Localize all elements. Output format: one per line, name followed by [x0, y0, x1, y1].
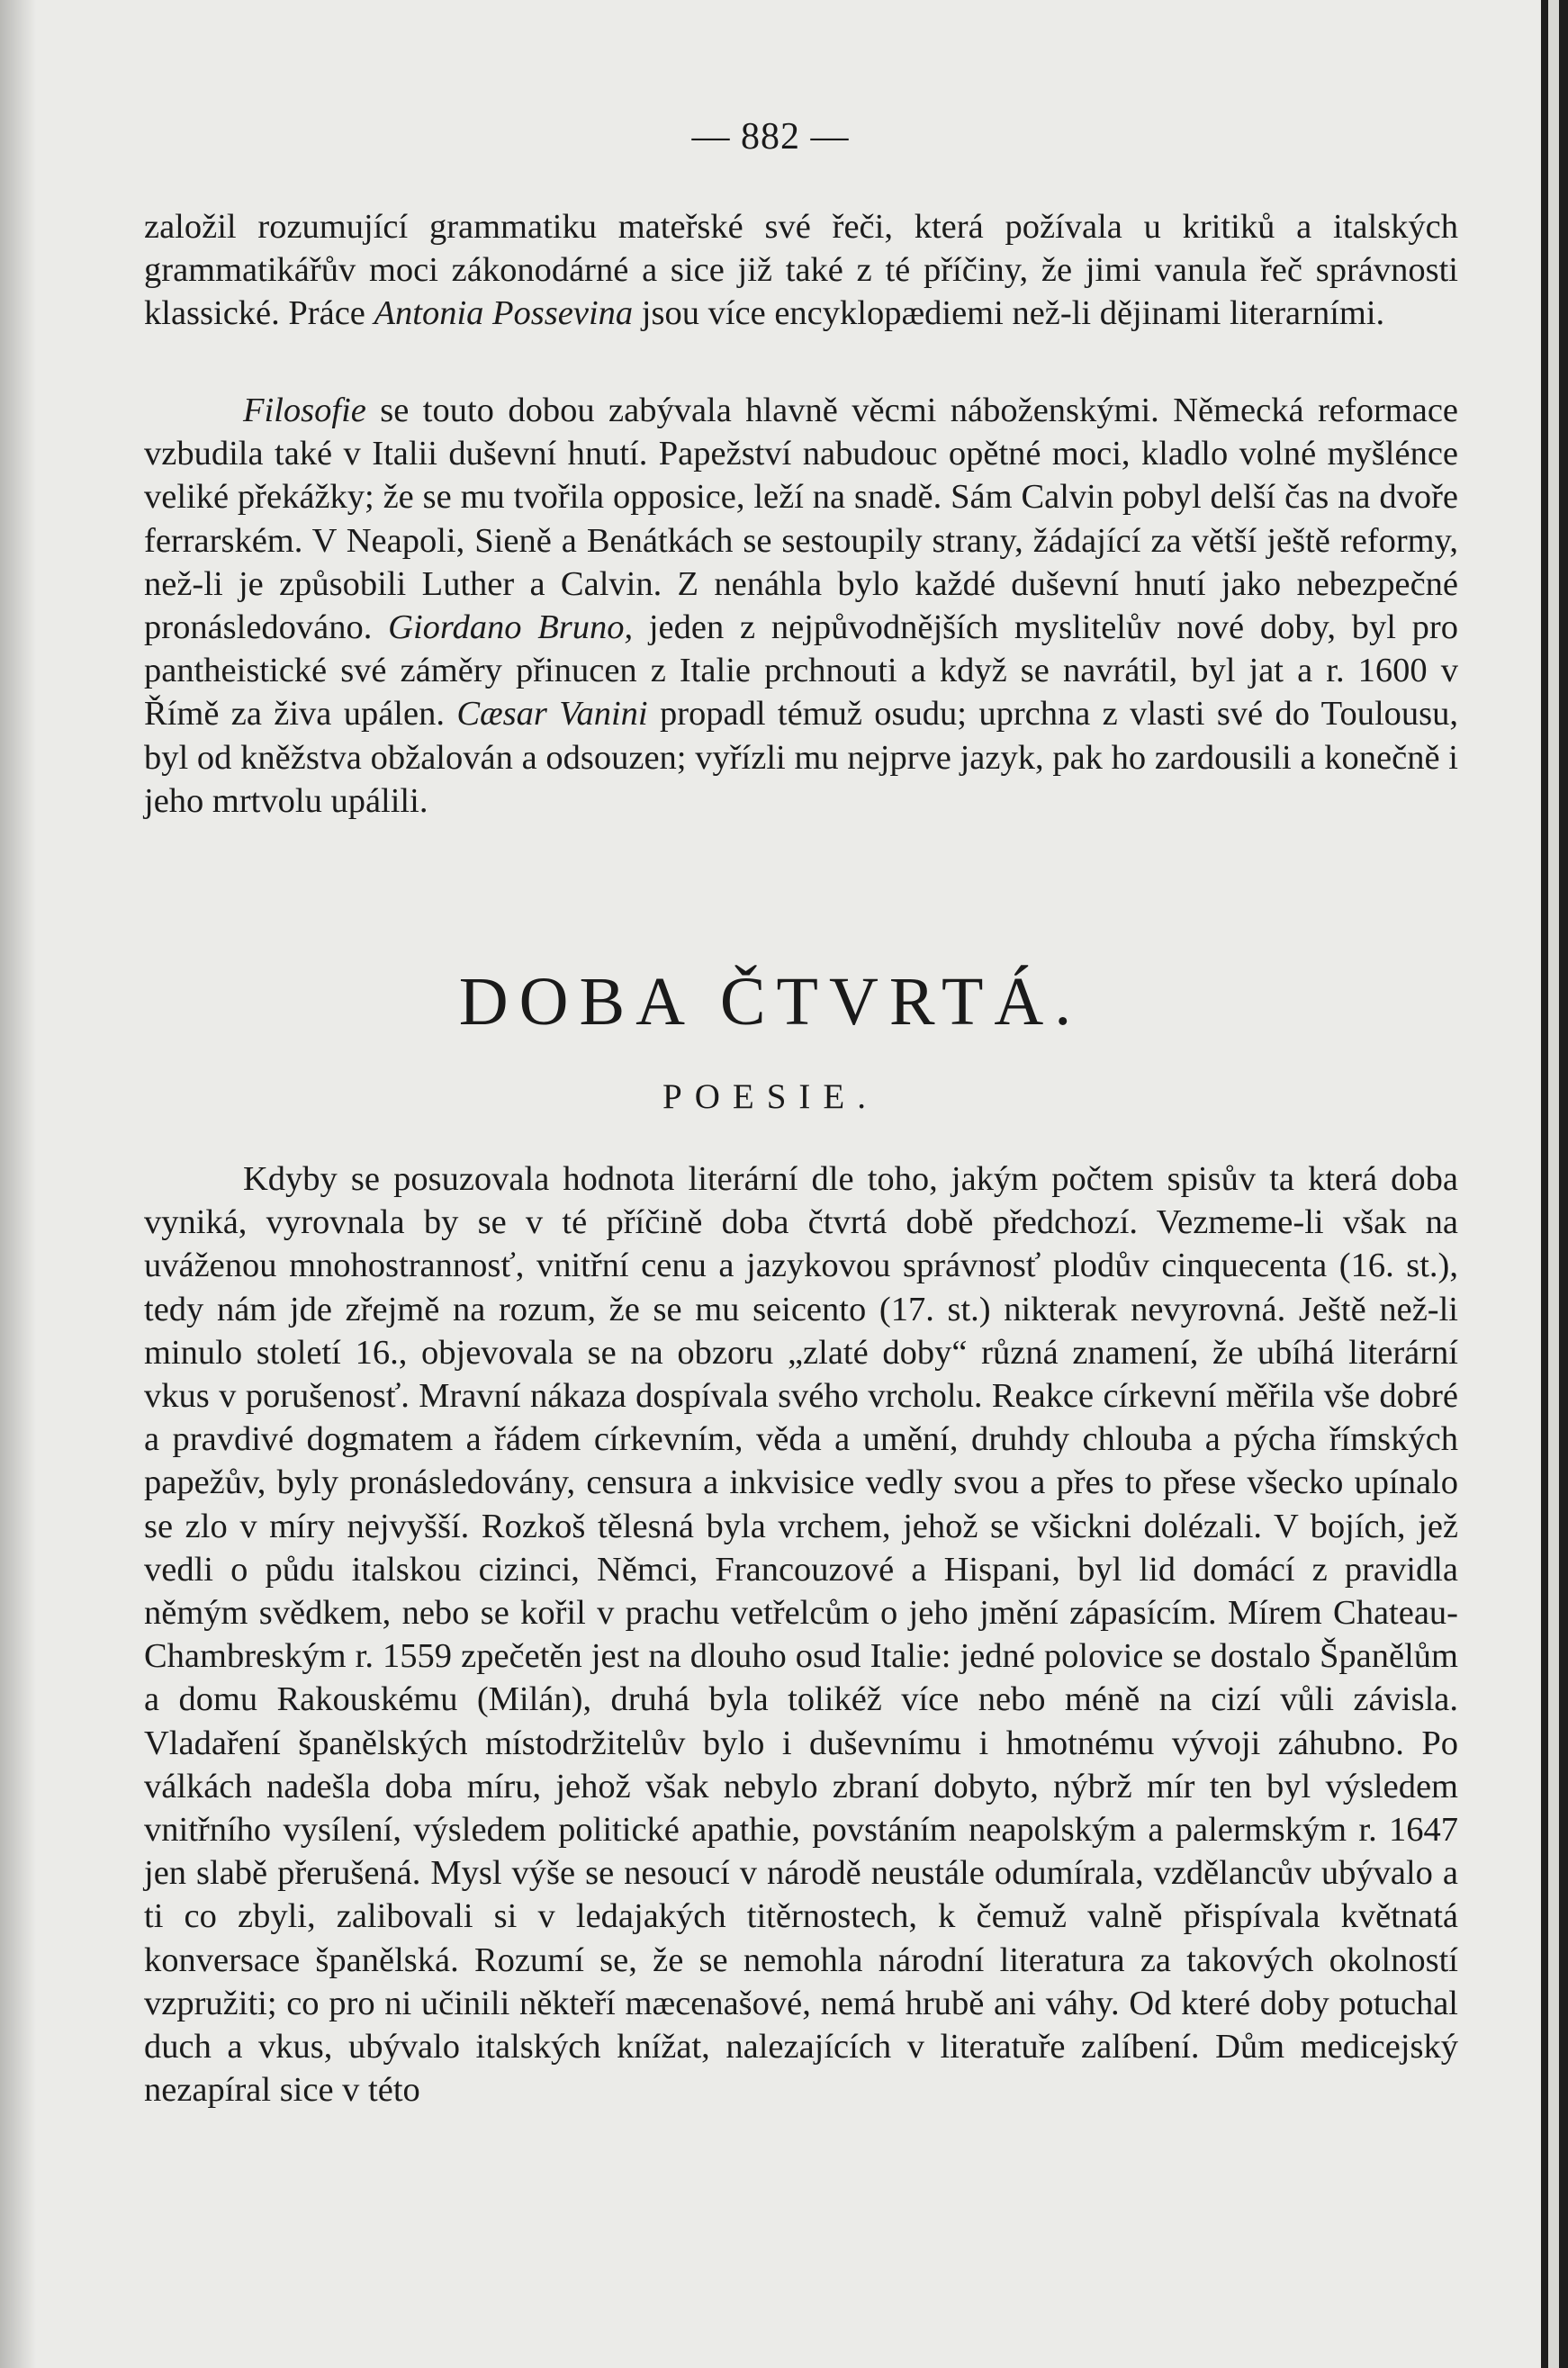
- paragraph-2: [144, 389, 1458, 823]
- paragraph-2-part-1: se touto dobou zabývala hlavně věcmi náboženskými. Německá reformace vzbudila také v Italii duševní hnutí. Papežství nabudouc opětné moci, kladlo volné myšlénce veliké překážky; že se mu tvořila opposice, leží na snadě. Sám Calvin pobyl delší čas na dvoře ferrarském. V Neapoli, Sieně a Benátkách se sestoupily strany, žádající za větší ještě reformy, než-li je způsobili Luther a Calvin. Z nenáhla bylo každé duševní hnutí jako nebezpečné pronásledováno.: [144, 392, 1458, 647]
- paragraph-1-text: [144, 205, 1458, 336]
- author-possevino: Antonia Possevina: [374, 294, 634, 333]
- term-filosofie: Filosofie: [243, 392, 366, 429]
- paragraph-1-text-start: založil rozumující grammatiku mateřské své řeči, která požívala u kritiků a italských grammatikářův moci zákonodárné a sice již také z té příčiny, že jimi vanula řeč správnosti klassické. Práce: [144, 208, 1458, 333]
- paragraph-2-part-3: propadl témuž osudu; uprchna z vlasti své do Toulousu, byl od kněžstva obžalován a odsouzen; vyřízli mu nejprve jazyk, pak ho zardousili a konečně i jeho mrtvolu upálili.: [144, 695, 1459, 820]
- adjacent-page-edge: [1548, 0, 1559, 2368]
- section-subtitle: POESIE.: [662, 1077, 879, 1116]
- paragraph-2-text: [144, 389, 1458, 823]
- paragraph-1: [144, 205, 1458, 336]
- name-giordano-bruno: Giordano Bruno,: [388, 608, 634, 647]
- scan-right-edge: [1541, 0, 1568, 2368]
- page-edge-shadow: [0, 0, 36, 2368]
- paragraph-2-part-2: jeden z nejpůvodnějších myslitelův nové doby, byl pro pantheistické své záměry přinucen z Italie prchnouti a když se navrátil, byl jat a r. 1600 v Římě za živa upálen.: [144, 608, 1458, 734]
- name-caesar-vanini: Cæsar Vanini: [456, 695, 648, 734]
- paragraph-3: [144, 1157, 1458, 2111]
- section-title: DOBA ČTVRTÁ.: [458, 964, 1083, 1040]
- page-number: — 882 —: [691, 116, 850, 158]
- paragraph-3-text: Kdyby se posuzovala hodnota literární dle toho, jakým počtem spisův ta která doba vyniká, vyrovnala by se v té příčině doba čtvrtá době předchozí. Vezmeme-li však na uváženou mnohostrannosť, vnitřní cenu a jazykovou správnosť plodův cinquecenta (16. st.), tedy nám jde zřejmě na rozum, že se mu seicento (17. st.) nikterak nevyrovná. Ještě než-li minulo století 16., objevovala se na obzoru „zlaté doby“ různá znamení, že ubíhá literární vkus v porušenosť. Mravní nákaza dospívala svého vrcholu. Reakce církevní měřila vše dobré a pravdivé dogmatem a řádem církevním, věda a umění, druhdy chlouba a pýcha římských papežův, byly pronásledovány, censura a inkvisice vedly svou a přes to přese všecko upínalo se zlo v míry nejvyšší. Rozkoš tělesná byla vrchem, jehož se všickni dolézali. V bojích, jež vedli o půdu italskou cizinci, Němci, Francouzové a Hispani, byl lid domácí z pravidla němým svědkem, nebo se kořil v prachu vetřelcům o jeho jmění zápasícím. Mírem Chateau-Chambreským r. 1559 zpečetěn jest na dlouho osud Italie: jedné polovice se dostalo Španělům a domu Rakouskému (Milán), druhá byla tolikéž více nebo méně na cizí vůli závisla. Vladaření španělských místodržitelův bylo i duševnímu i hmotnému vývoji záhubno. Po válkách nadešla doba míru, jehož však nebylo zbraní dobyto, nýbrž mír ten byl výsledem vnitřního vysílení, výsledem politické apathie, povstáním neapolským a palermským r. 1647 jen slabě přerušená. Mysl výše se nesoucí v národě neustále odumírala, vzdělancův ubývalo a ti co zbyli, zalibovali si v ledajakých titěrnostech, k čemuž valně přispívala květnatá konversace španělská. Rozumí se, že se nemohla národní literatura za takových okolností vzpružiti; co pro ni učinili někteří mæcenašové, nemá hrubě ani váhy. Od které doby potuchal duch a vkus, ubývalo italských knížat, nalezajících v literatuře zalíbení. Dům medicejský nezapíral sice v této: [144, 1160, 1458, 2110]
- paragraph-1-text-end: jsou více encyklopædiemi než-li dějinami literarními.: [633, 294, 1385, 333]
